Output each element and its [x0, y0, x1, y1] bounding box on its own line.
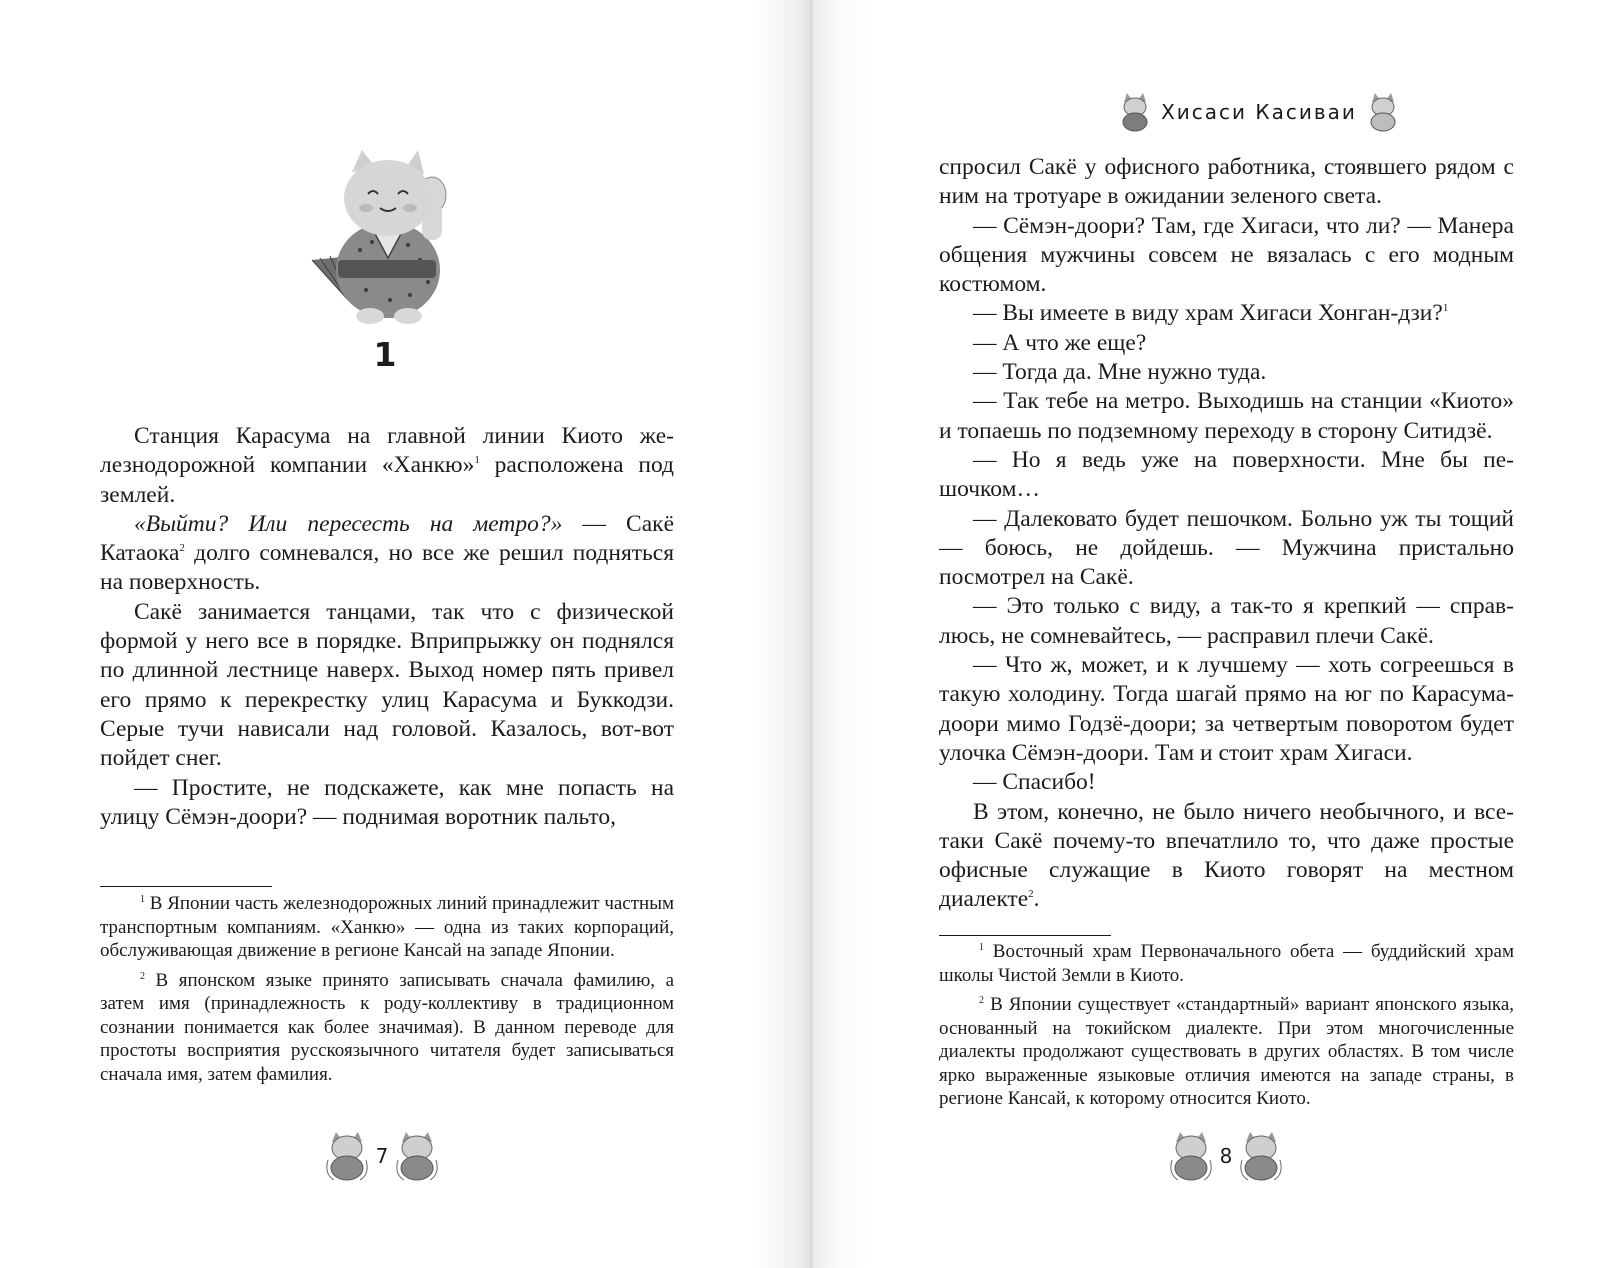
- paragraph: Сакё занимается танцами, так что с физической формой у него все в порядке. Вприпрыжку он поднялся по длинной лестнице наверх. Выход номер пять привел его прямо к перекрестку улиц Карасума и Буккодзи. Серые тучи нависали над головой. Казалось, вот-вот пойдет снег.: [100, 598, 674, 772]
- paragraph: — А что же еще?: [973, 329, 1147, 356]
- paragraph: — Но я ведь уже на поверхности. Мне бы пешочком…: [939, 446, 1514, 503]
- paragraph: В этом, конечно, не было ничего необычного, и все-таки Сакё почему-то впечатлило то, что даже простые офисные служащие в Киото говорят на местном диалекте$^2$.: [939, 798, 1514, 913]
- cat-ornament-icon: [394, 1130, 440, 1182]
- right-footnotes: [939, 940, 1514, 1117]
- paragraph: — Это только с виду, а так-то я крепкий — справлюсь, не сомневайтесь, — расправил плечи Сакё.: [939, 593, 1514, 649]
- footnote-divider: [100, 886, 272, 887]
- chapter-number: 1: [373, 335, 397, 374]
- footnote: $^2$ В японском языке принято записывать сначала фамилию, а затем имя (принадлежность к роду-коллективу в традиционном сознании понимается как более значимая). В данном переводе для простоты восприятия русскоязычного читателя будет записываться сначала имя, затем фамилия.: [100, 969, 675, 1085]
- page-number: 7: [375, 1144, 389, 1168]
- maneki-neko-cat-illustration: [310, 150, 460, 325]
- left-footnotes: [100, 892, 674, 1092]
- page-number: 8: [1219, 1144, 1233, 1168]
- running-head: [1114, 90, 1404, 134]
- footnote-divider: [939, 935, 1111, 936]
- left-body-text: [100, 422, 674, 832]
- paragraph: спросил Сакё у офисного работника, стоявшего рядом с ним на тротуаре в ожидании зеленого света.: [939, 154, 1514, 210]
- cat-ornament-icon: [1168, 1130, 1214, 1182]
- paragraph: — Далековато будет пешочком. Больно уж ты тощий — боюсь, не дойдешь. — Мужчина пристально посмотрел на Сакё.: [939, 505, 1514, 591]
- cat-ornament-icon: [1367, 92, 1399, 132]
- right-page: [814, 0, 1608, 1268]
- paragraph: Станция Карасума на главной линии Киото железнодорожной компании «Ханкю»$^1$ расположена под землей.: [100, 423, 674, 508]
- paragraph: — Простите, не подскажете, как мне попасть на улицу Сёмэн-доори? — поднимая воротник пальто,: [100, 774, 674, 830]
- footnote: $^1$ Восточный храм Первоначального обета — буддийский храм школы Чистой Земли в Киото.: [939, 941, 1514, 986]
- cat-ornament-icon: [324, 1130, 370, 1182]
- cat-ornament-icon: [1119, 92, 1151, 132]
- author-name: Хисаси Касиваи: [1161, 100, 1357, 124]
- paragraph: — Сёмэн-доори? Там, где Хигаси, что ли? — Манера общения мужчины совсем не вязалась с его модным костюмом.: [939, 212, 1514, 298]
- footnote: $^2$ В Японии существует «стандартный» вариант японского языка, основанный на токийском диалекте. При этом многочисленные диалекты продолжают существовать в других областях. В том числе ярко выраженные языковые отличия имеются на западе страны, в регионе Кансай, к которому относится Киото.: [939, 994, 1514, 1109]
- cat-ornament-icon: [1238, 1130, 1284, 1182]
- right-body-text: [939, 153, 1514, 915]
- left-folio: [322, 1126, 442, 1186]
- paragraph: — Тогда да. Мне нужно туда.: [973, 359, 1267, 386]
- paragraph: — Так тебе на метро. Выходишь на станции «Киото» и топаешь по подземному переходу в сторону Ситидзё.: [939, 388, 1514, 444]
- paragraph: — Спасибо!: [973, 769, 1096, 796]
- paragraph: — Вы имеете в виду храм Хигаси Хонган-дзи?$^1$: [973, 300, 1449, 327]
- paragraph: — Что ж, может, и к лучшему — хоть согреешься в такую холодину. Тогда шагай прямо на юг по Карасума-доори мимо Годзё-доори; за четвертым поворотом будет улочка Сёмэн-доори. Там и стоит храм Хигаси.: [939, 652, 1514, 766]
- footnote: $^1$ В Японии часть железнодорожных линий принадлежит частным транспортным компаниям. «Ханкю» — одна из таких корпораций, обслуживающая движение в регионе Кансай на западе Японии.: [100, 893, 675, 961]
- right-folio: [1166, 1126, 1286, 1186]
- paragraph: «Выйти? Или пересесть на метро?» — Сакё Катаока$^2$ долго сомневался, но все же решил подняться на поверхность.: [100, 510, 675, 596]
